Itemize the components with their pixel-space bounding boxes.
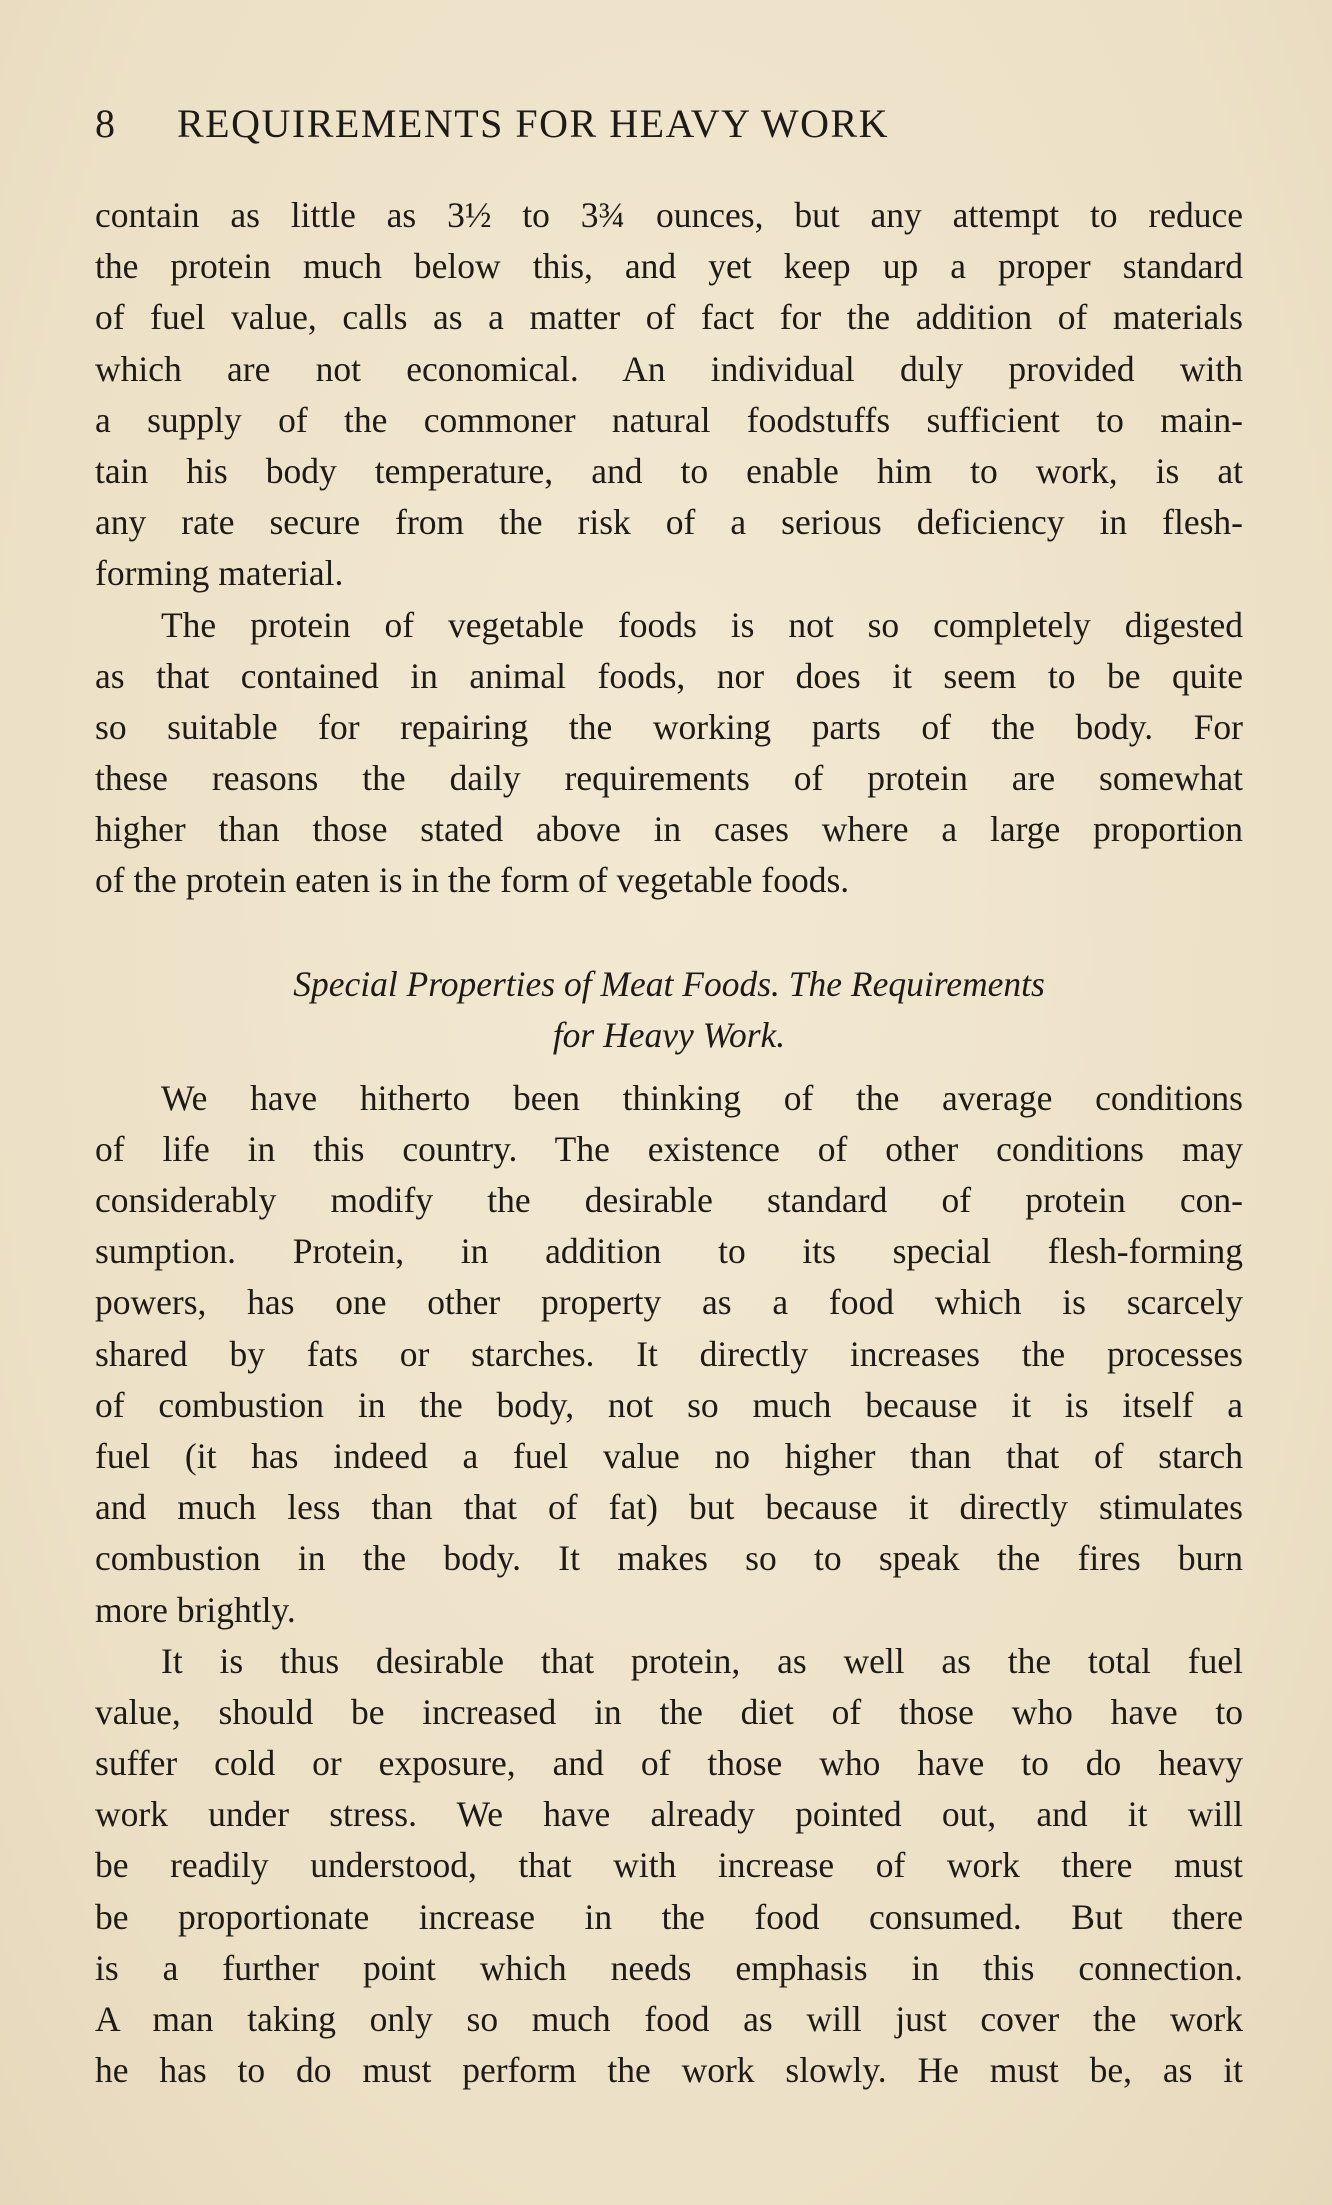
text-line: any rate secure from the risk of a serious deficiency in flesh- [95,502,1243,543]
text-line: of combustion in the body, not so much because it is itself a [95,1384,1243,1425]
text-line: powers, has one other property as a food which is scarcely [95,1282,1243,1323]
text-line: he has to do must perform the work slowly. He must be, as it [95,2050,1243,2091]
text-line: It is thus desirable that protein, as well as the total fuel [161,1640,1243,1681]
text-line: be proportionate increase in the food consumed. But there [95,1896,1243,1937]
text-line: sumption. Protein, in addition to its special flesh-forming [95,1231,1243,1272]
section-heading-line-2: for Heavy Work. [552,1014,786,1055]
text-line: as that contained in animal foods, nor does it seem to be quite [95,655,1243,696]
running-title: REQUIREMENTS FOR HEAVY WORK [177,101,890,146]
text-line: shared by fats or starches. It directly increases the processes [95,1333,1243,1374]
text-line: the protein much below this, and yet keep up a proper standard [95,246,1243,287]
text-line: of life in this country. The existence of other conditions may [95,1128,1243,1169]
text-line: forming material. [95,553,344,594]
text-line: these reasons the daily requirements of protein are somewhat [95,758,1243,799]
section-heading [95,959,1243,1061]
text-line: The protein of vegetable foods is not so completely digested [161,604,1243,645]
book-page [95,100,1243,2096]
text-line: tain his body temperature, and to enable him to work, is at [95,450,1243,491]
text-line: We have hitherto been thinking of the average conditions [161,1077,1243,1118]
text-line: higher than those stated above in cases where a large proportion [95,809,1243,850]
paragraph-2 [95,600,1243,907]
text-line: A man taking only so much food as will just cover the work [95,1999,1243,2039]
text-line: of fuel value, calls as a matter of fact for the addition of materials [95,297,1243,338]
page-number: 8 [95,101,117,146]
text-line: fuel (it has indeed a fuel value no higher than that of starch [95,1435,1243,1476]
paragraph-3 [95,1073,1243,1636]
text-line: value, should be increased in the diet of those who have to [95,1691,1243,1732]
text-line: combustion in the body. It makes so to speak the fires burn [95,1538,1243,1579]
text-line: work under stress. We have already pointed out, and it will [95,1794,1243,1835]
text-line: which are not economical. An individual duly provided with [95,348,1243,389]
text-line: so suitable for repairing the working parts of the body. For [95,706,1243,747]
paragraph-1 [95,190,1243,600]
section-heading-line-1: Special Properties of Meat Foods. The Requirements [293,963,1045,1004]
text-line: considerably modify the desirable standard of protein con- [95,1180,1243,1220]
text-line: be readily understood, that with increase of work there must [95,1845,1243,1886]
text-line: of the protein eaten is in the form of vegetable foods. [95,860,850,901]
text-line: a supply of the commoner natural foodstuffs sufficient to main- [95,399,1243,440]
text-line: contain as little as 3½ to 3¾ ounces, but any attempt to reduce [95,195,1243,235]
paragraph-4 [95,1636,1243,2097]
text-line: is a further point which needs emphasis in this connection. [95,1947,1243,1988]
running-header [95,100,1243,160]
text-line: more brightly. [95,1589,296,1630]
text-line: suffer cold or exposure, and of those who have to do heavy [95,1743,1243,1784]
text-line: and much less than that of fat) but because it directly stimulates [95,1487,1243,1528]
